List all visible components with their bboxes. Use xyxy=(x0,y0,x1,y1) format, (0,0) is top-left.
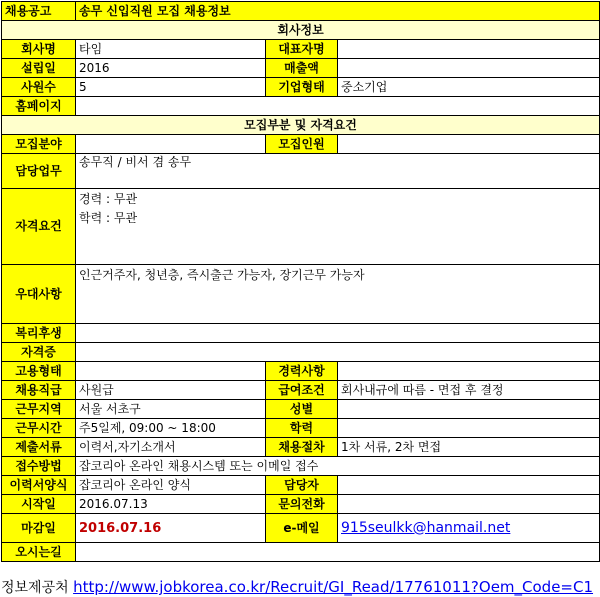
deadline-value: 2016.07.16 xyxy=(76,514,266,543)
table-row xyxy=(2,362,600,381)
company-section-title: 회사정보 xyxy=(2,21,600,40)
deadline-label: 마감일 xyxy=(2,514,76,543)
homepage-label: 홈페이지 xyxy=(2,97,76,116)
revenue-value xyxy=(338,59,600,78)
contact-value xyxy=(338,476,600,495)
hours-label: 근무시간 xyxy=(2,419,76,438)
career-label: 경력사항 xyxy=(266,362,338,381)
duty-value: 송무직 / 비서 겸 송무 xyxy=(76,154,600,189)
gender-label: 성별 xyxy=(266,400,338,419)
section-row xyxy=(2,116,600,135)
hours-value: 주5일제, 09:00 ~ 18:00 xyxy=(76,419,266,438)
qualification-education: 학력 : 무관 xyxy=(79,211,138,225)
license-label: 자격증 xyxy=(2,343,76,362)
qualification-career: 경력 : 무관 xyxy=(79,192,138,206)
table-row xyxy=(2,495,600,514)
email-label: e-메일 xyxy=(266,514,338,543)
preference-value: 인근거주자, 청년층, 즉시출근 가능자, 장기근무 가능자 xyxy=(76,265,600,324)
position-label: 채용직급 xyxy=(2,381,76,400)
header-row xyxy=(2,2,600,21)
table-row xyxy=(2,438,600,457)
email-value xyxy=(338,514,600,543)
recruit-section-title: 모집부분 및 자격요건 xyxy=(2,116,600,135)
salary-label: 급여조건 xyxy=(266,381,338,400)
table-row xyxy=(2,78,600,97)
process-value: 1차 서류, 2차 면접 xyxy=(338,438,600,457)
table-row xyxy=(2,135,600,154)
career-value xyxy=(338,362,600,381)
phone-label: 문의전화 xyxy=(266,495,338,514)
company-name-label: 회사명 xyxy=(2,40,76,59)
headcount-value xyxy=(338,135,600,154)
employees-label: 사원수 xyxy=(2,78,76,97)
table-row xyxy=(2,400,600,419)
headcount-label: 모집인원 xyxy=(266,135,338,154)
salary-value: 회사내규에 따름 - 면접 후 결정 xyxy=(338,381,600,400)
field-value xyxy=(76,135,266,154)
source-footer xyxy=(1,578,599,597)
welfare-value xyxy=(76,324,600,343)
process-label: 채용절차 xyxy=(266,438,338,457)
location-label: 근무지역 xyxy=(2,400,76,419)
license-value xyxy=(76,343,600,362)
apply-value: 잡코리아 온라인 채용시스템 또는 이메일 접수 xyxy=(76,457,600,476)
founded-label: 설립일 xyxy=(2,59,76,78)
employees-value: 5 xyxy=(76,78,266,97)
table-row xyxy=(2,40,600,59)
documents-value: 이력서,자기소개서 xyxy=(76,438,266,457)
phone-value xyxy=(338,495,600,514)
education-label: 학력 xyxy=(266,419,338,438)
position-value: 사원급 xyxy=(76,381,266,400)
table-row xyxy=(2,476,600,495)
company-type-value: 중소기업 xyxy=(338,78,600,97)
start-label: 시작일 xyxy=(2,495,76,514)
email-link[interactable]: 915seulkk@hanmail.net xyxy=(341,519,511,536)
preference-label: 우대사항 xyxy=(2,265,76,324)
posting-title: 송무 신입직원 모집 채용정보 xyxy=(76,2,600,21)
resume-label: 이력서양식 xyxy=(2,476,76,495)
section-row xyxy=(2,21,600,40)
table-row xyxy=(2,97,600,116)
table-row xyxy=(2,514,600,543)
apply-label: 접수방법 xyxy=(2,457,76,476)
table-row xyxy=(2,324,600,343)
employ-type-label: 고용형태 xyxy=(2,362,76,381)
table-row xyxy=(2,154,600,189)
start-value: 2016.07.13 xyxy=(76,495,266,514)
qualification-label: 자격요건 xyxy=(2,189,76,265)
table-row xyxy=(2,419,600,438)
education-value xyxy=(338,419,600,438)
employ-type-value xyxy=(76,362,266,381)
location-value: 서울 서초구 xyxy=(76,400,266,419)
table-row xyxy=(2,189,600,265)
gender-value xyxy=(338,400,600,419)
documents-label: 제출서류 xyxy=(2,438,76,457)
source-label: 정보제공처 xyxy=(1,580,69,596)
homepage-value xyxy=(76,97,600,116)
field-label: 모집분야 xyxy=(2,135,76,154)
welfare-label: 복리후생 xyxy=(2,324,76,343)
directions-value xyxy=(76,543,600,562)
ceo-label: 대표자명 xyxy=(266,40,338,59)
source-link[interactable]: http://www.jobkorea.co.kr/Recruit/GI_Read/17761011?Oem_Code=C1 xyxy=(73,578,594,596)
ceo-value xyxy=(338,40,600,59)
qualification-value xyxy=(76,189,600,265)
table-row xyxy=(2,457,600,476)
table-row xyxy=(2,543,600,562)
resume-value: 잡코리아 온라인 양식 xyxy=(76,476,266,495)
contact-label: 담당자 xyxy=(266,476,338,495)
table-row xyxy=(2,59,600,78)
founded-value: 2016 xyxy=(76,59,266,78)
directions-label: 오시는길 xyxy=(2,543,76,562)
posting-label: 채용공고 xyxy=(2,2,76,21)
table-row xyxy=(2,343,600,362)
revenue-label: 매출액 xyxy=(266,59,338,78)
table-row xyxy=(2,265,600,324)
duty-label: 담당업무 xyxy=(2,154,76,189)
company-name-value: 타임 xyxy=(76,40,266,59)
table-row xyxy=(2,381,600,400)
company-type-label: 기업형태 xyxy=(266,78,338,97)
job-posting-table xyxy=(1,1,600,562)
